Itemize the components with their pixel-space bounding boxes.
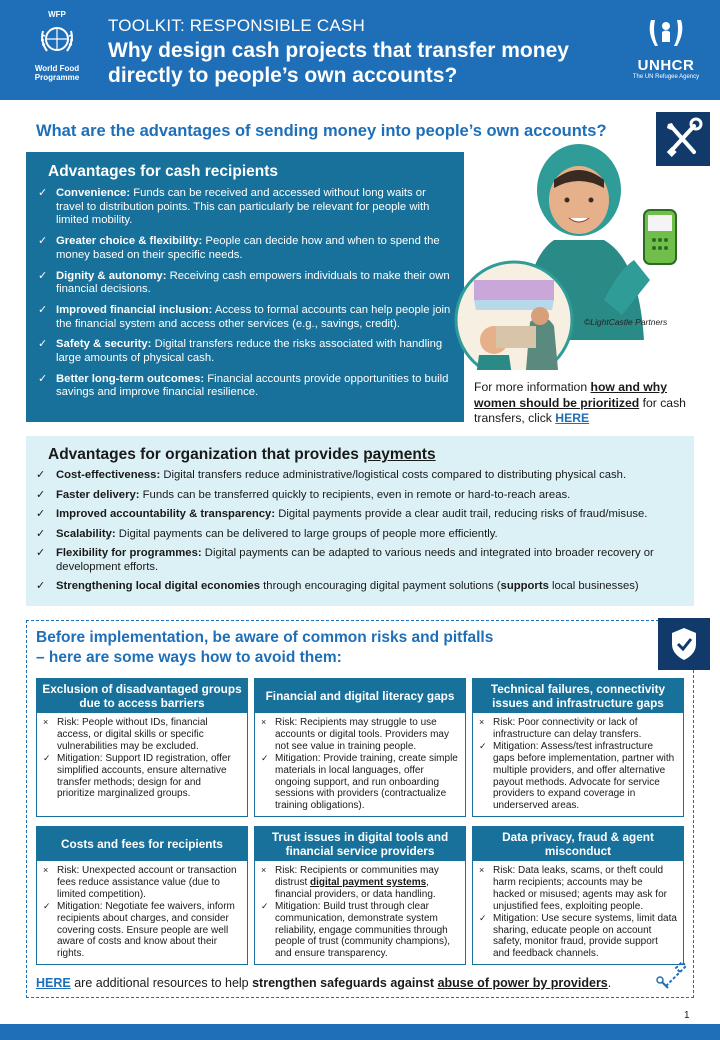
organization-heading xyxy=(48,446,694,464)
item-text-end: local businesses) xyxy=(548,580,639,592)
wfp-logo-tag: WFP xyxy=(48,10,66,19)
item-text: Digital payments can be delivered to large groups of people more efficiently. xyxy=(115,527,498,540)
item-text: Digital payments can be adapted to various needs and integrated into broader recovery or development efforts. xyxy=(56,547,654,573)
mitigation-text: Mitigation: Build trust through clear communication, demonstrate system reliability, engage communities through people of trust (community champions), and ensure transparency. xyxy=(275,900,451,960)
list-item xyxy=(38,270,454,297)
more-info-text xyxy=(474,380,710,427)
unhcr-tagline: The UN Refugee Agency xyxy=(632,74,700,80)
page-title: Why design cash projects that transfer money directly to people’s own accounts? xyxy=(108,39,569,87)
resources-line xyxy=(36,976,611,990)
item-text: People can decide how and when to spend the money based on their specific needs. xyxy=(56,235,440,261)
list-item xyxy=(38,235,454,262)
bottom-bar xyxy=(0,1024,720,1040)
list-item xyxy=(36,489,686,503)
card-list xyxy=(37,861,247,960)
organization-list xyxy=(36,469,694,594)
checkmark-icon: ✓ xyxy=(36,580,46,592)
card-heading: Exclusion of disadvantaged groups due to access barriers xyxy=(37,679,247,713)
risks-title-line-2: – here are some ways how to avoid them: xyxy=(36,649,342,666)
recipients-advantages-panel xyxy=(26,152,464,422)
cross-icon: × xyxy=(479,717,485,727)
checkmark-icon: ✓ xyxy=(43,752,51,763)
risks-title-line-1: Before implementation, be aware of common risks and pitfalls xyxy=(36,629,494,646)
shield-check-icon xyxy=(658,618,710,670)
mitigation-item xyxy=(479,741,677,812)
wfp-name-line-1: World Food xyxy=(34,64,80,73)
mitigation-text: Mitigation: Use secure systems, limit data sharing, educate people on account safety, monitor fraud, provide support and feedback channels. xyxy=(493,912,677,960)
list-item xyxy=(36,469,686,483)
item-title: Better long-term outcomes: xyxy=(56,372,205,385)
risk-text: Risk: Unexpected account or transaction fees reduce assistance value (due to limited competition). xyxy=(57,865,237,900)
risk-text: Risk: Recipients or communities may distrust xyxy=(275,865,439,888)
page-number: 1 xyxy=(684,1010,690,1021)
recipients-heading: Advantages for cash recipients xyxy=(48,163,278,180)
risk-item xyxy=(43,717,241,753)
more-info-middle: for cash transfers, click xyxy=(474,395,686,425)
item-bold: supports xyxy=(500,580,549,592)
list-item xyxy=(36,508,686,522)
mitigation-text: Mitigation: Assess/test infrastructure gaps before implementation, partner with multiple providers, and offer alternative payout methods. Advocate for service providers to expand coverage in underserved areas. xyxy=(493,740,675,812)
item-title: Cost-effectiveness: xyxy=(56,469,161,481)
card-list xyxy=(255,861,465,960)
risk-card-trust xyxy=(254,826,466,965)
list-item xyxy=(38,373,454,400)
item-title: Flexibility for programmes: xyxy=(56,547,202,559)
item-text: through encouraging digital payment solutions ( xyxy=(260,580,501,592)
risk-card-exclusion xyxy=(36,678,248,817)
risk-card-technical xyxy=(472,678,684,817)
item-text: Digital transfers reduce the risks associated with handling large amounts of physical cash. xyxy=(56,338,443,365)
list-item xyxy=(36,580,686,594)
risk-text: Risk: Poor connectivity or lack of infrastructure can delay transfers. xyxy=(493,717,642,740)
org-heading-underlined: payments xyxy=(363,446,436,463)
card-list xyxy=(473,861,683,960)
more-info-bold: how and why women should be prioritized xyxy=(474,380,668,410)
checkmark-icon: ✓ xyxy=(261,752,269,763)
risk-text: Risk: Data leaks, scams, or theft could harm recipients; accounts may be hacked or misused; agents may ask for unjustified fees, exploiting people. xyxy=(493,865,667,912)
item-text: Digital payments provide a clear audit trail, reducing risks of fraud/misuse. xyxy=(275,508,648,520)
item-title: Greater choice & flexibility: xyxy=(56,235,203,248)
mitigation-text: Mitigation: Support ID registration, offer simplified accounts, ensure alternative transfer methods; design for and prioritize marginalized groups. xyxy=(57,752,231,800)
card-heading: Financial and digital literacy gaps xyxy=(255,679,465,713)
checkmark-icon: ✓ xyxy=(38,187,48,199)
checkmark-icon: ✓ xyxy=(479,912,487,923)
risk-card-literacy xyxy=(254,678,466,817)
resources-underlined: abuse of power by providers xyxy=(437,976,608,990)
item-text: Access to formal accounts can help people join the financial system and access other services (e.g., savings, credit). xyxy=(56,303,451,330)
cross-icon: × xyxy=(43,865,49,875)
list-item xyxy=(38,304,454,331)
list-item xyxy=(38,338,454,365)
card-list xyxy=(473,713,683,812)
risk-text: Risk: Recipients may struggle to use accounts or digital tools. Providers may not see value in training people. xyxy=(275,717,449,752)
list-item xyxy=(36,528,686,542)
resources-link[interactable]: HERE xyxy=(36,976,71,990)
risk-item xyxy=(261,717,459,753)
organization-advantages-panel xyxy=(26,436,694,606)
checkmark-icon: ✓ xyxy=(479,740,487,751)
checkmark-icon: ✓ xyxy=(38,235,48,248)
card-heading: Data privacy, fraud & agent misconduct xyxy=(473,827,683,861)
item-title: Faster delivery: xyxy=(56,488,140,501)
risk-item xyxy=(43,865,241,901)
risk-item xyxy=(261,865,459,901)
card-list xyxy=(37,713,247,800)
mitigation-text: Mitigation: Provide training, create simple materials in local languages, offer ongoing support, and run onboarding sessions with providers (contractualize training obligations). xyxy=(275,752,458,812)
checkmark-icon: ✓ xyxy=(38,338,48,351)
mitigation-item xyxy=(479,913,677,961)
checkmark-icon: ✓ xyxy=(36,488,46,501)
item-title: Improved financial inclusion: xyxy=(56,303,213,316)
card-heading: Costs and fees for recipients xyxy=(37,827,247,861)
card-list xyxy=(255,713,465,812)
risk-card-privacy xyxy=(472,826,684,965)
pointing-hand-icon xyxy=(652,952,692,992)
mitigation-item xyxy=(43,753,241,801)
more-info-prefix: For more information xyxy=(474,380,591,394)
checkmark-icon: ✓ xyxy=(261,900,269,911)
women-prioritized-link[interactable]: HERE xyxy=(555,411,590,425)
cross-icon: × xyxy=(261,717,267,727)
item-text: Funds can be transferred quickly to recipients, even in remote or hard-to-reach areas. xyxy=(139,488,571,501)
item-text: Financial accounts provide opportunities to build savings and improve financial resilience. xyxy=(56,372,449,399)
resources-end: . xyxy=(607,976,612,990)
unhcr-logo xyxy=(626,12,706,80)
mitigation-item xyxy=(261,901,459,961)
checkmark-icon: ✓ xyxy=(38,269,48,282)
mitigation-item xyxy=(43,901,241,961)
risk-text-end: , financial providers, or data handling. xyxy=(275,876,436,900)
checkmark-icon: ✓ xyxy=(38,303,48,316)
checkmark-icon: ✓ xyxy=(36,547,46,559)
risk-underlined: digital payment systems xyxy=(310,876,427,888)
wheat-wreath-icon xyxy=(37,19,77,59)
wfp-logo xyxy=(26,10,88,82)
item-title: Improved accountability & transparency: xyxy=(56,508,276,520)
item-text: Digital transfers reduce administrative/logistical costs compared to distributing physical cash. xyxy=(160,469,627,481)
woman-with-phone-illustration xyxy=(454,140,694,370)
advantages-question: What are the advantages of sending money into people’s own accounts? xyxy=(36,122,607,140)
checkmark-icon: ✓ xyxy=(36,527,46,540)
org-heading-text: Advantages for organization that provides xyxy=(48,446,364,463)
item-title: Strengthening local digital economies xyxy=(56,580,261,592)
item-title: Safety & security: xyxy=(56,338,152,351)
toolkit-kicker: TOOLKIT: RESPONSIBLE CASH xyxy=(108,16,365,35)
list-item xyxy=(36,547,686,574)
checkmark-icon: ✓ xyxy=(38,372,48,385)
recipients-list xyxy=(38,187,454,400)
resources-text: are additional resources to help xyxy=(70,976,253,990)
risk-text: Risk: People without IDs, financial access, or digital skills or specific vulnerabilities may be excluded. xyxy=(57,717,208,752)
unhcr-hands-icon xyxy=(641,12,691,52)
image-credit: ©LightCastle Partners xyxy=(584,317,668,327)
item-title: Convenience: xyxy=(56,187,131,199)
mitigation-item xyxy=(261,753,459,813)
cross-icon: × xyxy=(479,865,485,875)
cross-icon: × xyxy=(261,865,267,875)
risk-item xyxy=(479,865,677,913)
item-title: Dignity & autonomy: xyxy=(56,269,167,282)
cross-icon: × xyxy=(43,717,49,727)
risk-item xyxy=(479,717,677,741)
item-text: Receiving cash empowers individuals to make their own financial decisions. xyxy=(56,269,450,296)
shield-badge xyxy=(658,618,710,670)
card-heading: Trust issues in digital tools and financial service providers xyxy=(255,827,465,861)
page-header xyxy=(0,0,720,100)
card-heading: Technical failures, connectivity issues and infrastructure gaps xyxy=(473,679,683,713)
item-title: Scalability: xyxy=(56,527,116,540)
resources-bold: strengthen safeguards against xyxy=(252,976,438,990)
risks-title xyxy=(36,628,493,668)
checkmark-icon: ✓ xyxy=(43,900,51,911)
checkmark-icon: ✓ xyxy=(36,508,46,520)
mitigation-text: Mitigation: Negotiate fee waivers, inform recipients about charges, and consider covering costs. Ensure people are well aware of costs and know about their rights. xyxy=(57,900,235,960)
list-item xyxy=(38,187,454,228)
checkmark-icon: ✓ xyxy=(36,469,46,481)
wfp-name-line-2: Programme xyxy=(34,73,80,82)
item-text: Funds can be received and accessed without long waits or travel to distribution points. This can particularly be relevant for people with limited mobility. xyxy=(56,187,430,227)
unhcr-name: UNHCR xyxy=(637,57,695,74)
risk-card-costs xyxy=(36,826,248,965)
